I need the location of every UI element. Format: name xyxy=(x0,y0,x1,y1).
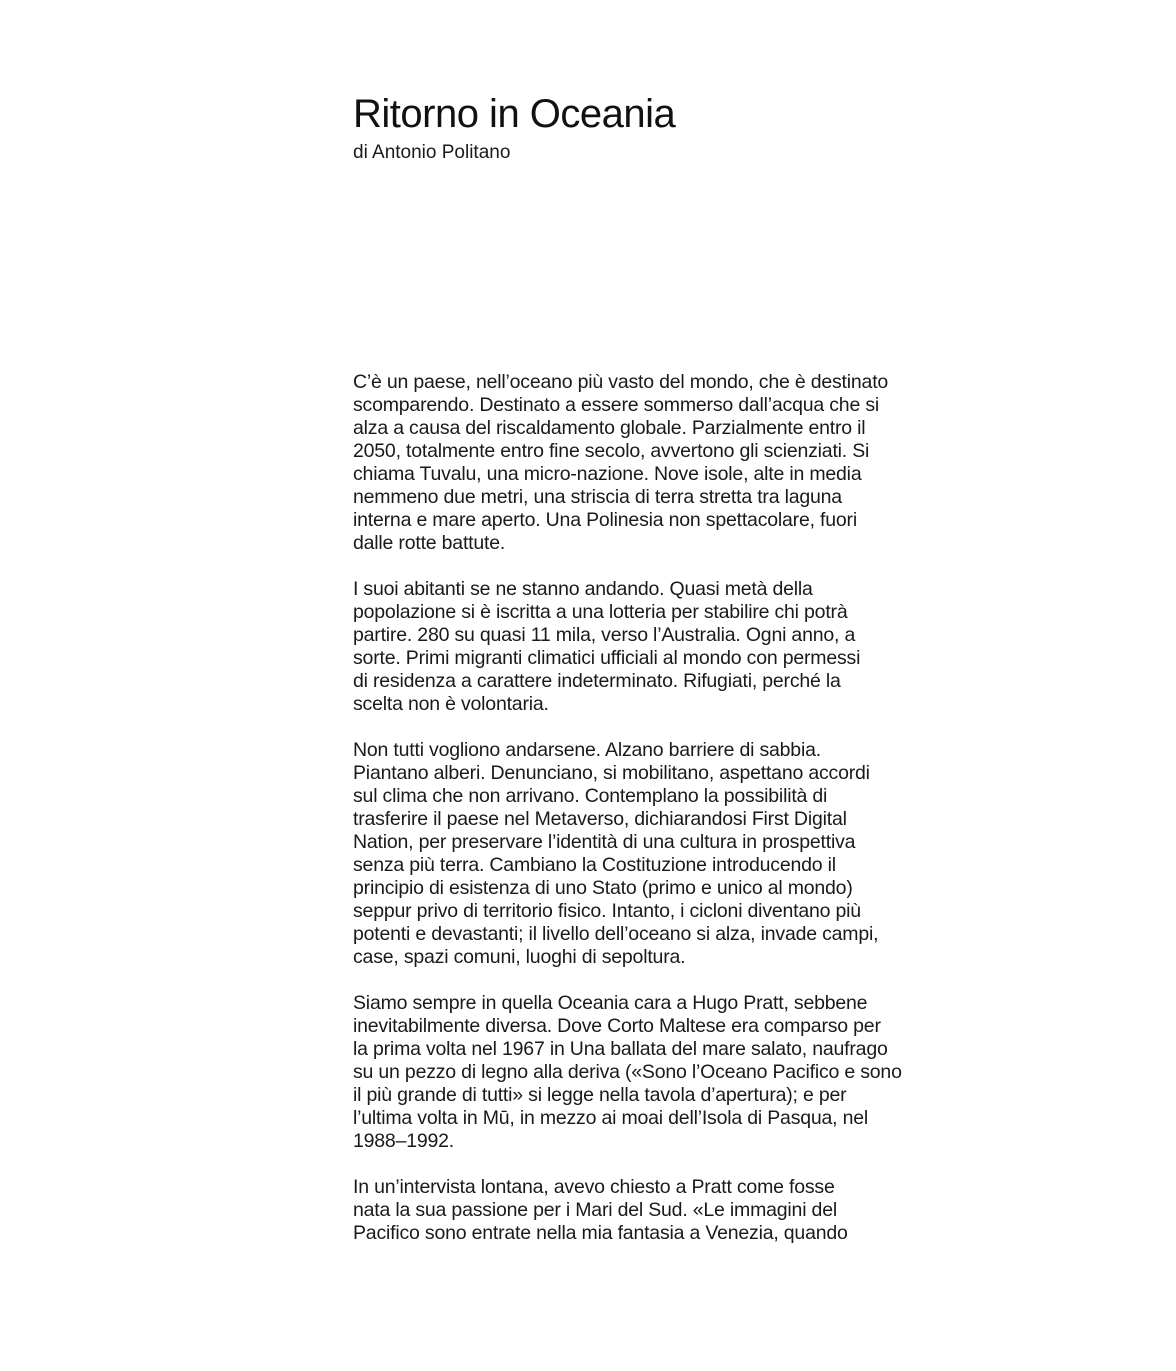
paragraph-line: Non tutti vogliono andarsene. Alzano barriere di sabbia. xyxy=(353,739,821,761)
paragraph-line: partire. 280 su quasi 11 mila, verso l’Australia. Ogni anno, a xyxy=(353,624,856,646)
article-byline: di Antonio Politano xyxy=(353,142,511,163)
paragraph-line: dalle rotte battute. xyxy=(353,532,506,554)
paragraph xyxy=(353,1176,953,1245)
paragraph-line: inevitabilmente diversa. Dove Corto Maltese era comparso per xyxy=(353,1015,881,1037)
paragraph xyxy=(353,739,953,969)
paragraph-line: la prima volta nel 1967 in Una ballata del mare salato, naufrago xyxy=(353,1038,888,1060)
paragraph xyxy=(353,371,953,555)
paragraph-line: sorte. Primi migranti climatici ufficiali al mondo con permessi xyxy=(353,647,861,669)
paragraph-line: sul clima che non arrivano. Contemplano la possibilità di xyxy=(353,785,828,807)
paragraph-line: interna e mare aperto. Una Polinesia non spettacolare, fuori xyxy=(353,509,857,531)
paragraph-line: principio di esistenza di uno Stato (primo e unico al mondo) xyxy=(353,877,853,899)
paragraph-line: 1988–1992. xyxy=(353,1130,455,1152)
paragraph-line: chiama Tuvalu, una micro-nazione. Nove isole, alte in media xyxy=(353,463,862,485)
paragraph-line: popolazione si è iscritta a una lotteria per stabilire chi potrà xyxy=(353,601,848,623)
paragraph xyxy=(353,578,953,716)
paragraph-line: nemmeno due metri, una striscia di terra stretta tra laguna xyxy=(353,486,842,508)
article-title: Ritorno in Oceania xyxy=(353,92,676,136)
paragraph-line: C’è un paese, nell’oceano più vasto del mondo, che è destinato xyxy=(353,371,889,393)
paragraph-line: case, spazi comuni, luoghi di sepoltura. xyxy=(353,946,686,968)
paragraph-line: Pacifico sono entrate nella mia fantasia a Venezia, quando xyxy=(353,1222,848,1244)
paragraph-line: I suoi abitanti se ne stanno andando. Quasi metà della xyxy=(353,578,813,600)
paragraph-line: scomparendo. Destinato a essere sommerso dall’acqua che si xyxy=(353,394,880,416)
paragraph-line: seppur privo di territorio fisico. Intanto, i cicloni diventano più xyxy=(353,900,861,922)
paragraph-line: il più grande di tutti» si legge nella tavola d’apertura); e per xyxy=(353,1084,847,1106)
paragraph-line: potenti e devastanti; il livello dell’oceano si alza, invade campi, xyxy=(353,923,879,945)
paragraph-line: di residenza a carattere indeterminato. Rifugiati, perché la xyxy=(353,670,841,692)
article-body xyxy=(353,371,953,1268)
paragraph-line: senza più terra. Cambiano la Costituzione introducendo il xyxy=(353,854,836,876)
paragraph-line: Siamo sempre in quella Oceania cara a Hugo Pratt, sebbene xyxy=(353,992,868,1014)
paragraph-line: nata la sua passione per i Mari del Sud. «Le immagini del xyxy=(353,1199,837,1221)
paragraph-line: In un’intervista lontana, avevo chiesto a Pratt come fosse xyxy=(353,1176,835,1198)
paragraph-line: 2050, totalmente entro fine secolo, avvertono gli scienziati. Si xyxy=(353,440,870,462)
paragraph-line: l’ultima volta in Mū, in mezzo ai moai dell’Isola di Pasqua, nel xyxy=(353,1107,869,1129)
paragraph-line: su un pezzo di legno alla deriva («Sono l’Oceano Pacifico e sono xyxy=(353,1061,902,1083)
paragraph-line: alza a causa del riscaldamento globale. Parzialmente entro il xyxy=(353,417,866,439)
paragraph-line: trasferire il paese nel Metaverso, dichiarandosi First Digital xyxy=(353,808,847,830)
paragraph-line: scelta non è volontaria. xyxy=(353,693,549,715)
paragraph-line: Nation, per preservare l’identità di una cultura in prospettiva xyxy=(353,831,856,853)
paragraph xyxy=(353,992,953,1153)
paragraph-line: Piantano alberi. Denunciano, si mobilitano, aspettano accordi xyxy=(353,762,870,784)
